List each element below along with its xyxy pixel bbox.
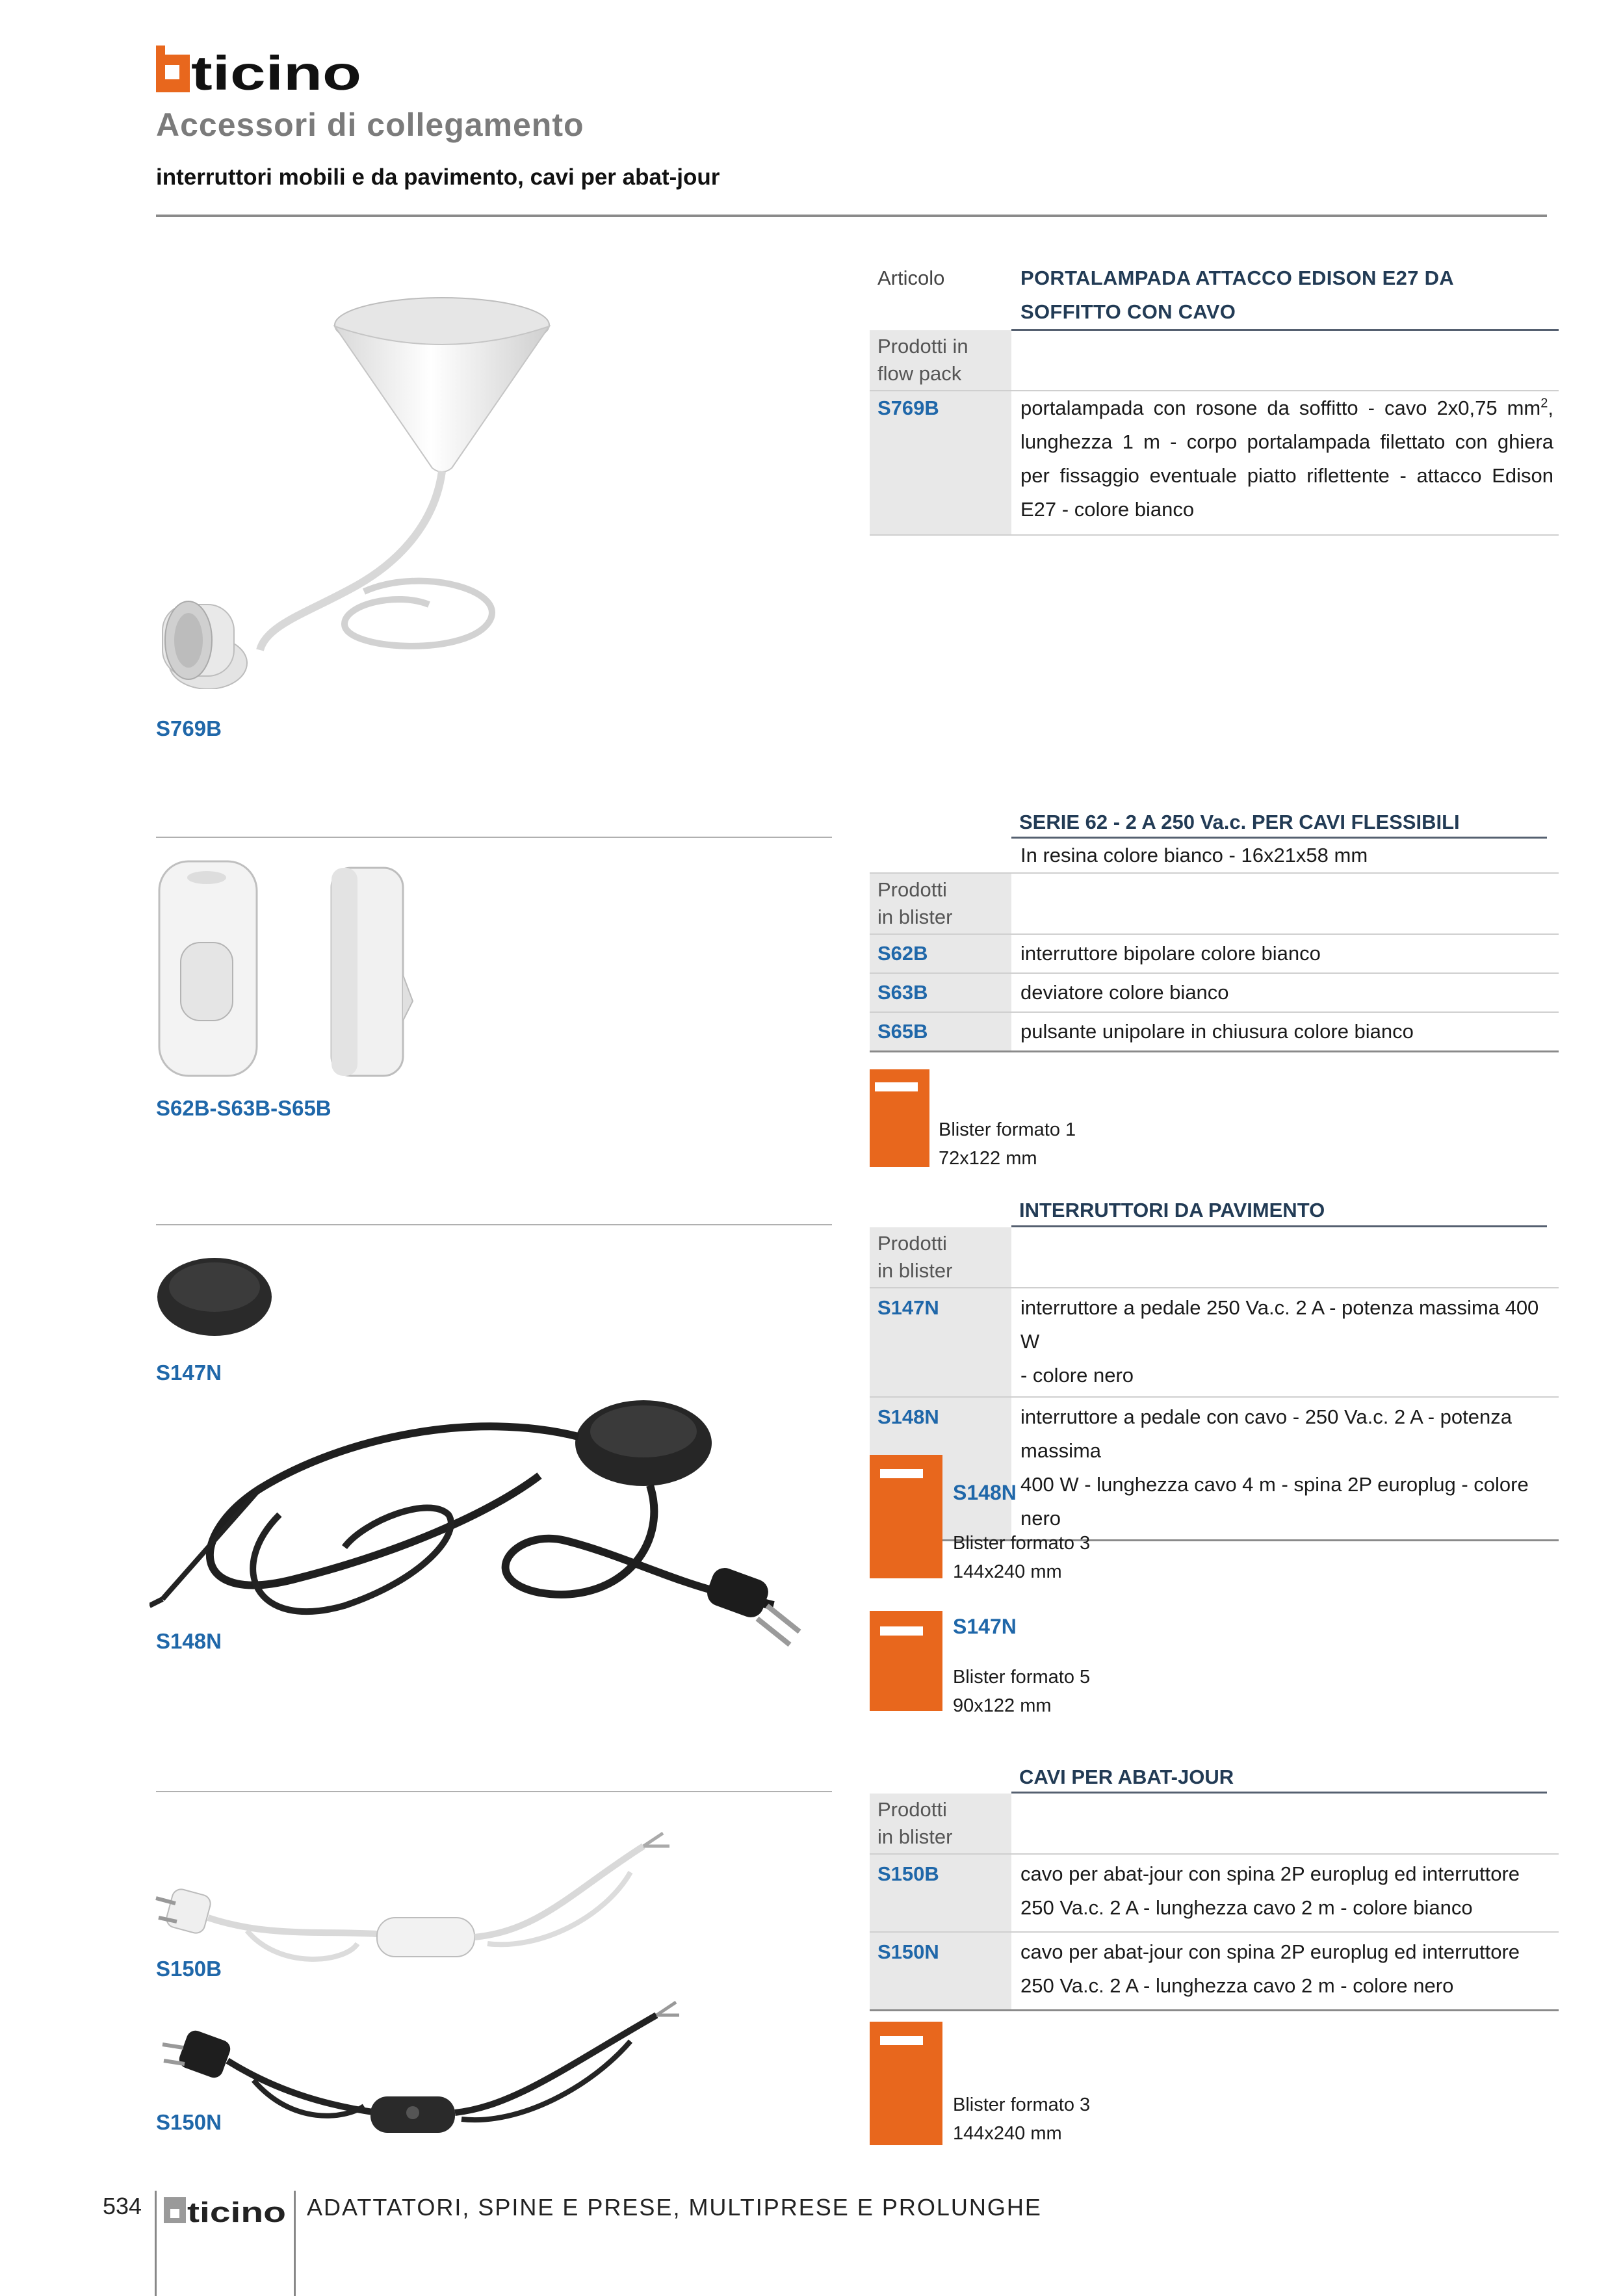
blister-pack-icon <box>870 1455 942 1578</box>
product-code-s150b: S150B <box>870 1854 1011 1932</box>
page-subtitle: interruttori mobili e da pavimento, cavi per abat-jour <box>156 164 720 190</box>
caption-s150n: S150N <box>156 2110 222 2134</box>
blister-format-label: Blister formato 1 <box>939 1119 1076 1140</box>
blister-pack-icon <box>870 2022 942 2145</box>
blister-format-label: Blister formato 5 <box>953 1667 1091 1688</box>
caption-s147n: S147N <box>156 1361 222 1385</box>
pack-label: Prodotti in blister <box>870 1227 1011 1288</box>
bticino-footer-logo <box>164 2196 287 2224</box>
table-cavi-abat-jour <box>870 1794 1559 2011</box>
product-code-s147n: S147N <box>870 1288 1011 1397</box>
floor-switch-image <box>149 1242 838 1671</box>
section2-divider <box>156 837 832 838</box>
caption-s150b: S150B <box>156 1957 222 1981</box>
blister-pack-icon <box>870 1069 929 1167</box>
blister-code-s147n: S147N <box>953 1615 1017 1638</box>
header-divider <box>156 215 1547 217</box>
product-desc-s148n: interruttore a pedale con cavo - 250 Va.c. 2 A - potenza massima 400 W - lunghezza cavo 4 m - spina 2P europlug - colore nero <box>1020 1405 1529 1530</box>
blister-format-size: 144x240 mm <box>953 2123 1062 2144</box>
blister-format-label: Blister formato 3 <box>953 1533 1091 1554</box>
product-code-s62b: S62B <box>870 934 1011 973</box>
blister-format-size: 72x122 mm <box>939 1148 1037 1169</box>
pack-label: Prodotti in flow pack <box>870 330 1011 391</box>
product-desc-s769b: portalampada con rosone da soffitto - cavo 2x0,75 $mm^2$, lunghezza 1 m - corpo portalampada filettato con ghiera per fissaggio eventuale piatto riflettente - attacco Edison E27 - colore bianco <box>1011 391 1559 535</box>
blister-format-size: 90x122 mm <box>953 1695 1052 1716</box>
product-desc-s150b: cavo per abat-jour con spina 2P europlug ed interruttore 250 Va.c. 2 A - lunghezza cavo 2 m - colore bianco <box>1011 1854 1559 1932</box>
caption-s62b-s63b-s65b: S62B-S63B-S65B <box>156 1096 331 1120</box>
section-title-interruttori-pavimento: INTERRUTTORI DA PAVIMENTO <box>1019 1199 1325 1221</box>
col-header-articolo: Articolo <box>877 267 945 289</box>
caption-s148n: S148N <box>156 1629 222 1653</box>
blister-format-size: 144x240 mm <box>953 1561 1062 1582</box>
section4-divider <box>156 1791 832 1792</box>
table-s769b <box>870 261 1559 536</box>
product-desc-s63b: deviatore colore bianco <box>1011 973 1559 1012</box>
page-title: Accessori di collegamento <box>156 107 584 143</box>
pack-label: Prodotti in blister <box>870 873 1011 934</box>
product-desc-s147n: interruttore a pedale 250 Va.c. 2 A - potenza massima 400 W - colore nero <box>1011 1288 1559 1397</box>
svg-text:ticino: ticino <box>191 46 361 92</box>
ceiling-lampholder-image <box>149 286 734 689</box>
serie62-subtitle: In resina colore bianco - 16x21x58 mm <box>1011 839 1559 873</box>
caption-s769b: S769B <box>156 716 222 740</box>
abat-jour-cable-image <box>149 1820 702 2158</box>
section-title-cavi-abat-jour: CAVI PER ABAT-JOUR <box>1019 1766 1234 1788</box>
blister-pack-icon <box>870 1611 942 1711</box>
section-title-serie62: SERIE 62 - 2 A 250 Va.c. PER CAVI FLESSIBILI <box>1019 811 1460 833</box>
product-desc-s150n: cavo per abat-jour con spina 2P europlug ed interruttore 250 Va.c. 2 A - lunghezza cavo 2 m - colore nero <box>1020 1940 1520 1997</box>
svg-text:ticino: ticino <box>187 2197 286 2224</box>
product-desc-s62b: interruttore bipolare colore bianco <box>1011 934 1559 973</box>
table-serie62 <box>870 839 1559 1052</box>
bticino-logo <box>156 46 363 92</box>
product-code-s63b: S63B <box>870 973 1011 1012</box>
pack-label: Prodotti in blister <box>870 1794 1011 1854</box>
page-number: 534 <box>103 2193 142 2219</box>
product-code-s65b: S65B <box>870 1012 1011 1052</box>
product-code-s150n: S150N <box>870 1932 1011 2011</box>
product-desc-s65b: pulsante unipolare in chiusura colore bianco <box>1020 1020 1414 1043</box>
section-title-portalampada: PORTALAMPADA ATTACCO EDISON E27 DA SOFFITTO CON CAVO <box>1011 261 1559 330</box>
section3-divider <box>156 1224 832 1225</box>
blister-code-s148n: S148N <box>953 1481 1017 1504</box>
blister-format-label: Blister formato 3 <box>953 2094 1091 2115</box>
footer-section-title: ADATTATORI, SPINE E PRESE, MULTIPRESE E PROLUNGHE <box>307 2194 1042 2221</box>
product-code-s148n: S148N <box>870 1397 1011 1541</box>
product-code-s769b: S769B <box>870 391 1011 535</box>
cord-switch-image <box>156 858 429 1079</box>
